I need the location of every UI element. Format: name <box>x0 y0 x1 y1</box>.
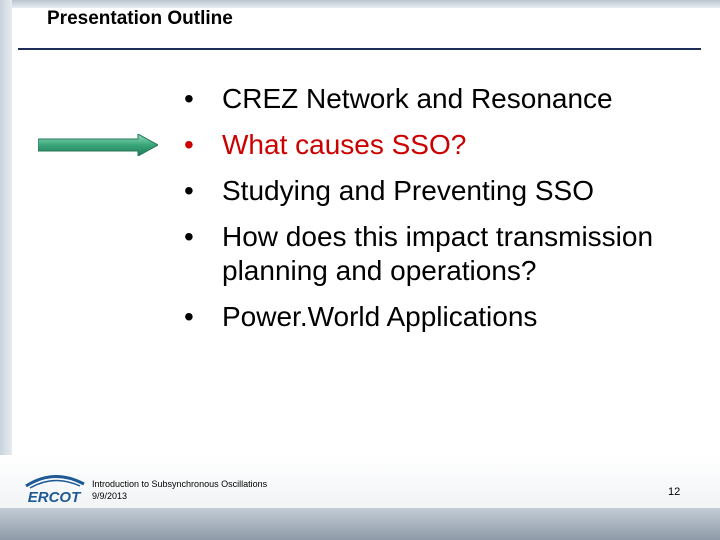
outline-item-text: Studying and Preventing SSO <box>222 175 595 206</box>
ercot-logo <box>20 470 88 506</box>
logo-text: ERCOT <box>27 489 81 506</box>
outline-item <box>184 220 704 288</box>
bullet-glyph: • <box>184 175 194 206</box>
title-divider <box>18 48 701 50</box>
bullet-glyph: • <box>184 83 194 114</box>
outline-item-text: What causes SSO? <box>222 129 467 160</box>
outline-item-text: Power.World Applications <box>222 301 538 332</box>
bullet-glyph: • <box>184 301 194 332</box>
outline-item-text: How does this impact transmission planning and operations? <box>222 221 654 286</box>
top-frame-band <box>0 0 720 8</box>
outline-item <box>184 174 704 208</box>
presentation-date: 9/9/2013 <box>92 491 128 501</box>
outline-item-text: CREZ Network and Resonance <box>222 83 613 114</box>
pointer-arrow-icon <box>38 134 158 156</box>
footer-band <box>0 508 720 540</box>
slide-title: Presentation Outline <box>47 8 233 29</box>
outline-item <box>184 300 704 334</box>
bullet-glyph: • <box>184 221 194 252</box>
outline-item-current <box>184 128 704 162</box>
outline-list <box>184 82 704 346</box>
footer-info <box>92 478 267 502</box>
bullet-glyph: • <box>184 129 194 160</box>
page-number: 12 <box>668 486 681 498</box>
presentation-title: Introduction to Subsynchronous Oscillations <box>92 479 268 489</box>
outline-item <box>184 82 704 116</box>
